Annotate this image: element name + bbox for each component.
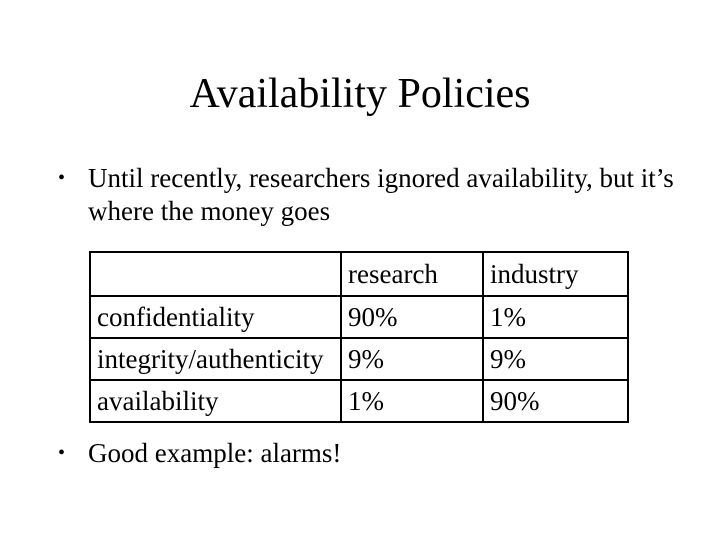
- table-row: [90, 296, 628, 338]
- table-cell: confidentiality: [90, 296, 341, 338]
- slide-title: Availability Policies: [189, 71, 531, 117]
- table-header-row: [90, 252, 628, 296]
- comparison-table: [89, 251, 629, 423]
- bullet-item: [58, 437, 678, 470]
- table-cell: 90%: [341, 296, 483, 338]
- table-cell: 9%: [341, 338, 483, 380]
- bullet-marker: •: [58, 167, 66, 189]
- bullet-text: Until recently, researchers ignored availability, but it’s where the money goes: [88, 163, 674, 226]
- table-cell: 9%: [483, 338, 628, 380]
- table-row: [90, 338, 628, 380]
- table-header-cell: research: [341, 252, 483, 296]
- table-cell: 1%: [483, 296, 628, 338]
- table-row: [90, 380, 628, 422]
- table-cell: 90%: [483, 380, 628, 422]
- bullet-text: Good example: alarms!: [88, 438, 342, 468]
- table-cell: 1%: [341, 380, 483, 422]
- table-cell: availability: [90, 380, 341, 422]
- bullet-marker: •: [58, 442, 66, 464]
- table-header-cell: [90, 252, 341, 296]
- table-header-cell: industry: [483, 252, 628, 296]
- bullet-item: [58, 162, 678, 228]
- table-cell: integrity/authenticity: [90, 338, 341, 380]
